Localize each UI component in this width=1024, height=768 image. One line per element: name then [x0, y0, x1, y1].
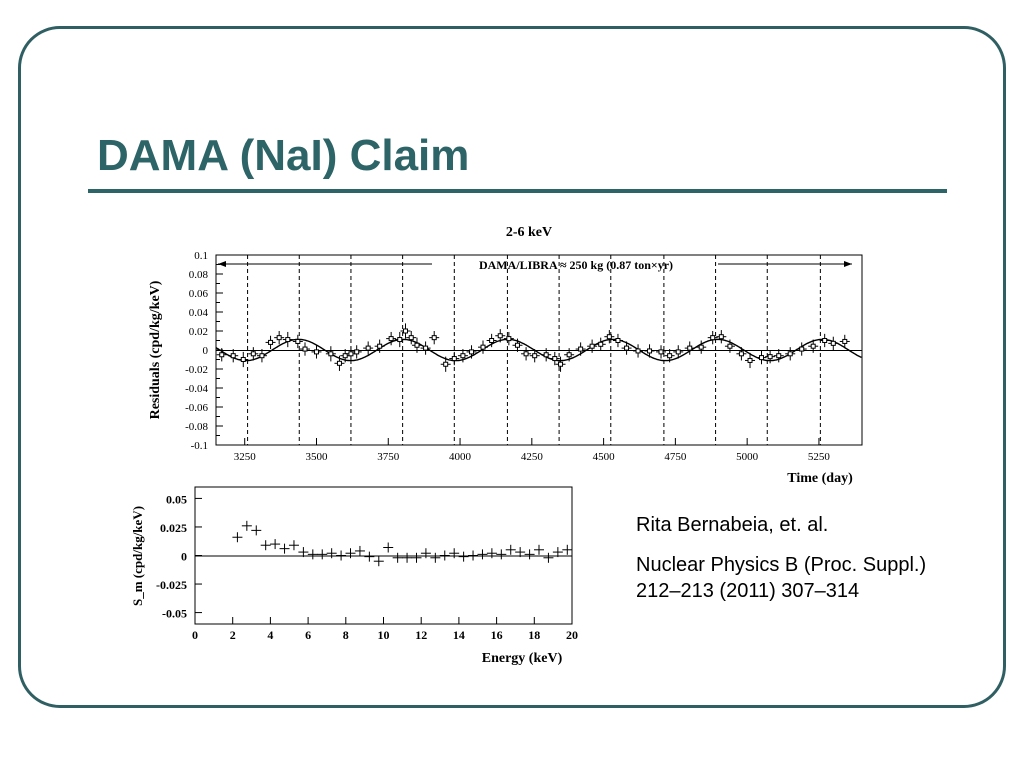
- point-marker: [498, 334, 502, 338]
- data-point: [495, 329, 505, 342]
- point-marker: [231, 354, 235, 358]
- y-axis-label: [130, 506, 145, 606]
- y-tick-label: -0.1: [190, 440, 208, 452]
- y-tick-label: 0.04: [188, 307, 208, 319]
- point-marker: [461, 354, 465, 358]
- point-marker: [843, 339, 847, 343]
- data-point: [613, 334, 623, 347]
- data-point: [257, 349, 267, 362]
- x-tick-label: 8: [342, 628, 349, 642]
- point-marker: [648, 349, 652, 353]
- point-marker: [559, 362, 563, 366]
- point-marker: [788, 352, 792, 356]
- point-marker: [403, 329, 407, 333]
- point-marker: [768, 355, 772, 359]
- y-tick-label: -0.025: [156, 578, 187, 593]
- data-point: [576, 342, 586, 355]
- data-point: [352, 345, 362, 358]
- data-point: [293, 335, 303, 348]
- data-point: [525, 549, 535, 559]
- data-point: [633, 344, 643, 357]
- data-point: [562, 545, 572, 555]
- x-tick-label: 4000: [449, 451, 472, 463]
- data-point: [402, 553, 412, 563]
- data-point: [765, 350, 775, 363]
- data-point: [622, 341, 632, 354]
- data-point: [449, 352, 459, 365]
- point-marker: [553, 357, 557, 361]
- point-marker: [823, 339, 827, 343]
- point-marker: [424, 346, 428, 350]
- y-tick-label: -0.02: [185, 364, 208, 376]
- point-marker: [533, 354, 537, 358]
- data-point: [645, 344, 655, 357]
- x-tick-label: 18: [528, 628, 541, 642]
- y-tick-label: -0.05: [162, 606, 187, 621]
- point-marker: [220, 353, 224, 357]
- data-point: [266, 336, 276, 349]
- x-tick-label: 4: [267, 628, 274, 642]
- y-tick-label: 0: [181, 549, 187, 564]
- x-tick-label: 16: [490, 628, 503, 642]
- point-marker: [636, 349, 640, 353]
- data-point: [238, 352, 248, 367]
- data-point: [336, 551, 346, 561]
- point-marker: [389, 337, 393, 341]
- data-point: [487, 334, 497, 347]
- point-marker: [470, 350, 474, 354]
- y-tick-label: 0.025: [160, 520, 187, 535]
- data-point: [280, 544, 290, 554]
- data-point: [506, 545, 516, 555]
- data-point: [543, 553, 553, 563]
- data-point: [383, 543, 393, 553]
- x-tick-label: 12: [415, 628, 428, 642]
- x-tick-label: 0: [192, 628, 198, 642]
- data-point: [521, 347, 531, 360]
- y-tick-label: 0.1: [194, 250, 208, 262]
- point-marker: [277, 336, 281, 340]
- point-marker: [366, 346, 370, 350]
- data-point: [487, 548, 497, 558]
- data-point: [604, 330, 614, 343]
- point-marker: [409, 336, 413, 340]
- point-marker: [378, 344, 382, 348]
- data-point: [716, 330, 726, 343]
- x-tick-label: 20: [566, 628, 578, 642]
- point-marker: [760, 356, 764, 360]
- slide-title: DAMA (NaI) Claim: [97, 131, 470, 180]
- y-axis-label: Residuals (cpd/kg/keV): [148, 280, 163, 420]
- citation-authors: Rita Bernabeia, et. al.: [636, 514, 829, 536]
- x-axis-label: Energy (keV): [481, 651, 563, 666]
- data-point: [534, 545, 544, 555]
- data-point: [364, 552, 374, 562]
- citation: [636, 512, 956, 618]
- point-marker: [728, 344, 732, 348]
- data-point: [300, 342, 310, 355]
- x-tick-label: 3500: [305, 451, 328, 463]
- data-point: [820, 334, 830, 347]
- data-point: [393, 553, 403, 563]
- point-marker: [599, 342, 603, 346]
- point-marker: [739, 352, 743, 356]
- data-point: [477, 549, 487, 559]
- point-marker: [811, 344, 815, 348]
- point-marker: [668, 354, 672, 358]
- y-tick-label: 0.02: [188, 326, 208, 338]
- data-point: [504, 332, 514, 345]
- data-point: [289, 540, 299, 550]
- data-point: [374, 556, 384, 566]
- x-tick-label: 4250: [520, 451, 543, 463]
- data-point: [430, 553, 440, 563]
- x-tick-label: 4750: [664, 451, 687, 463]
- x-tick-label: 3250: [233, 451, 256, 463]
- y-axis-label-text: S_m (cpd/kg/keV): [130, 505, 145, 607]
- point-marker: [303, 347, 307, 351]
- chart-title: 2-6 keV: [505, 225, 553, 240]
- data-point: [327, 548, 337, 558]
- x-tick-label: 2: [229, 628, 236, 642]
- data-point: [467, 345, 477, 358]
- y-tick-label: -0.06: [185, 402, 208, 414]
- data-point: [459, 552, 469, 562]
- point-marker: [659, 350, 663, 354]
- point-marker: [579, 347, 583, 351]
- point-marker: [711, 336, 715, 340]
- y-tick-label: 0.05: [166, 492, 187, 507]
- data-point: [736, 347, 746, 360]
- data-point: [228, 349, 238, 362]
- point-marker: [800, 347, 804, 351]
- point-marker: [251, 352, 255, 356]
- data-point: [411, 553, 421, 563]
- point-marker: [507, 337, 511, 341]
- point-marker: [241, 358, 245, 362]
- point-marker: [260, 354, 264, 358]
- x-tick-label: 5000: [736, 451, 759, 463]
- point-marker: [398, 338, 402, 342]
- point-marker: [777, 354, 781, 358]
- x-tick-label: 4500: [592, 451, 615, 463]
- y-tick-label: 0.06: [188, 288, 208, 300]
- data-point: [232, 532, 242, 542]
- point-marker: [314, 350, 318, 354]
- y-tick-label: -0.08: [185, 421, 208, 433]
- data-point: [468, 551, 478, 561]
- modulation-amplitude-chart: [126, 480, 586, 670]
- data-point: [828, 337, 838, 350]
- data-point: [708, 331, 718, 344]
- y-tick-label: 0: [202, 345, 208, 357]
- data-point: [496, 549, 506, 559]
- data-point: [355, 546, 365, 556]
- point-marker: [688, 346, 692, 350]
- point-marker: [524, 352, 528, 356]
- data-point: [242, 521, 252, 531]
- x-axis-label: Time (day): [787, 471, 853, 486]
- point-marker: [490, 339, 494, 343]
- data-point: [308, 549, 318, 559]
- point-marker: [616, 339, 620, 343]
- point-marker: [481, 345, 485, 349]
- point-marker: [355, 350, 359, 354]
- x-tick-label: 3750: [377, 451, 400, 463]
- citation-reference: Nuclear Physics B (Proc. Suppl.) 212–213 (2011) 307–314: [636, 554, 927, 602]
- point-marker: [625, 346, 629, 350]
- point-marker: [286, 338, 290, 342]
- point-marker: [269, 340, 273, 344]
- point-marker: [607, 335, 611, 339]
- data-point: [326, 346, 336, 361]
- point-marker: [415, 343, 419, 347]
- title-underline: [88, 189, 947, 193]
- point-marker: [337, 361, 341, 365]
- data-point: [530, 349, 540, 362]
- residuals-chart: [140, 212, 875, 488]
- data-point: [656, 345, 666, 358]
- x-tick-label: 6: [305, 628, 312, 642]
- data-point: [757, 351, 767, 364]
- exposure-annotation: DAMA/LIBRA ≈ 250 kg (0.87 ton×yr): [478, 258, 674, 272]
- point-marker: [444, 362, 448, 366]
- point-marker: [590, 344, 594, 348]
- data-point: [346, 548, 356, 558]
- point-marker: [329, 352, 333, 356]
- data-point: [441, 357, 451, 372]
- data-point: [429, 331, 439, 344]
- data-point: [261, 540, 271, 550]
- data-point: [270, 539, 280, 549]
- point-marker: [719, 335, 723, 339]
- y-tick-label: 0.08: [188, 269, 208, 281]
- point-marker: [676, 350, 680, 354]
- data-point: [251, 525, 261, 535]
- point-marker: [831, 341, 835, 345]
- point-marker: [748, 358, 752, 362]
- x-tick-label: 14: [452, 628, 465, 642]
- data-point: [596, 338, 606, 351]
- data-point: [395, 332, 405, 347]
- point-marker: [296, 339, 300, 343]
- point-marker: [567, 353, 571, 357]
- x-tick-label: 5250: [807, 451, 830, 463]
- point-marker: [452, 357, 456, 361]
- data-point: [785, 347, 795, 360]
- data-point: [317, 549, 327, 559]
- point-marker: [515, 343, 519, 347]
- y-tick-label: -0.04: [185, 383, 208, 395]
- point-marker: [343, 354, 347, 358]
- data-point: [421, 548, 431, 558]
- point-marker: [432, 336, 436, 340]
- point-marker: [544, 353, 548, 357]
- point-marker: [699, 345, 703, 349]
- x-tick-label: 10: [377, 628, 390, 642]
- data-point: [421, 341, 431, 354]
- data-point: [283, 332, 293, 347]
- data-point: [440, 551, 450, 561]
- data-point: [449, 548, 459, 558]
- data-point: [274, 331, 284, 344]
